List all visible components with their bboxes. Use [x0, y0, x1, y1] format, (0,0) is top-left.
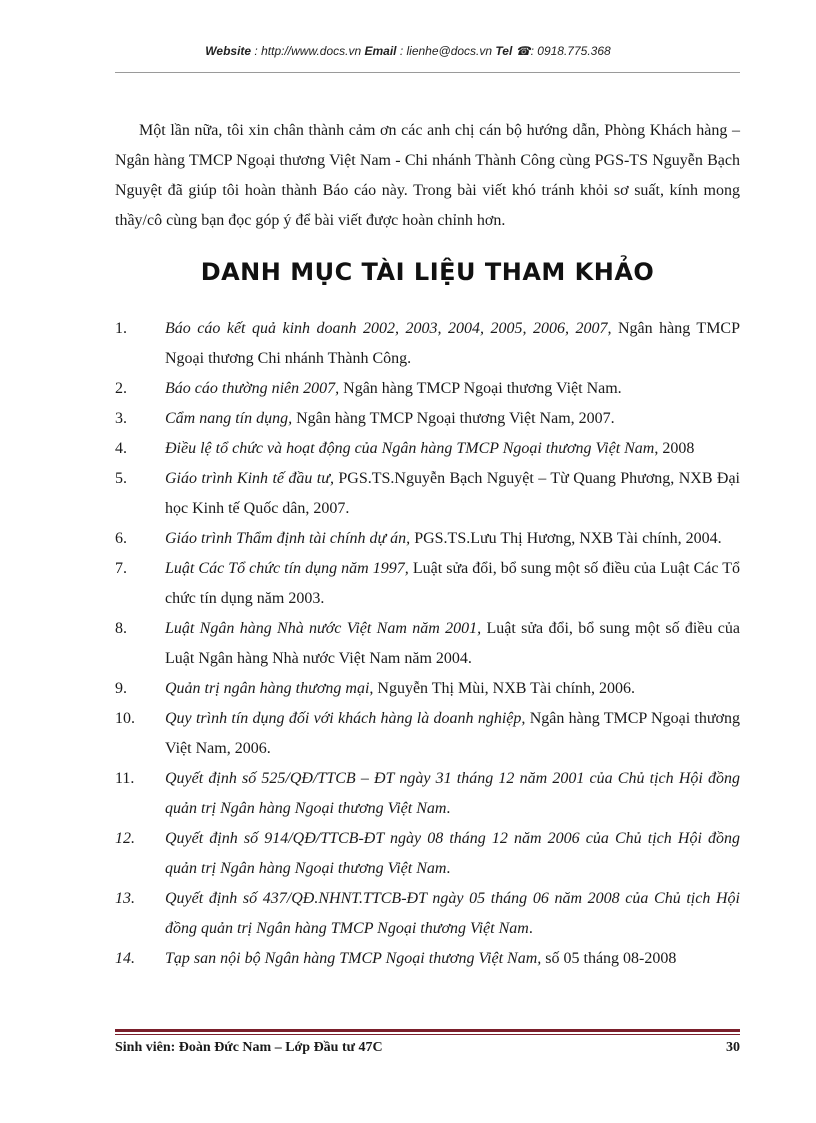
reference-list	[115, 314, 740, 974]
reference-details: Ngân hàng TMCP Ngoại thương Việt Nam.	[339, 380, 622, 397]
website-value: : http://www.docs.vn	[251, 44, 365, 58]
reference-title: Quản trị ngân hàng thương mại,	[165, 680, 374, 697]
student-info: Sinh viên: Đoàn Đức Nam – Lớp Đầu tư 47C	[115, 1040, 383, 1055]
reference-details: .	[528, 920, 533, 937]
footer-divider-thin	[115, 1034, 740, 1035]
reference-details: Ngân hàng TMCP Ngoại thương Việt Nam, 2006.	[165, 710, 741, 757]
reference-item	[115, 674, 740, 704]
reference-details: Luật sửa đổi, bổ sung một số điều của Luật Các Tổ chức tín dụng năm 2003.	[165, 560, 741, 607]
reference-item	[115, 314, 740, 374]
tel-value: : 0918.775.368	[530, 44, 611, 58]
reference-number: 14.	[115, 950, 135, 967]
reference-item	[115, 824, 740, 884]
footer-divider-thick	[115, 1029, 740, 1032]
reference-number: 1.	[115, 320, 127, 337]
reference-number: 12.	[115, 830, 135, 847]
reference-item	[115, 404, 740, 434]
reference-number: 7.	[115, 560, 127, 577]
header-divider	[115, 72, 740, 73]
reference-title: Báo cáo thường niên 2007,	[165, 380, 340, 397]
reference-details: PGS.TS.Lưu Thị Hương, NXB Tài chính, 2004.	[410, 530, 722, 547]
reference-title: Luật Các Tổ chức tín dụng năm 1997,	[165, 560, 409, 577]
reference-item	[115, 704, 740, 764]
reference-item	[115, 464, 740, 524]
reference-item	[115, 944, 740, 974]
reference-number: 9.	[115, 680, 127, 697]
phone-icon: ☎	[515, 44, 531, 58]
reference-details: Ngân hàng TMCP Ngoại thương Việt Nam, 2007.	[292, 410, 615, 427]
reference-details: Nguyễn Thị Mùi, NXB Tài chính, 2006.	[373, 680, 636, 697]
reference-title: Báo cáo kết quả kinh doanh 2002, 2003, 2004, 2005, 2006, 2007,	[165, 320, 612, 337]
reference-item	[115, 614, 740, 674]
reference-number: 8.	[115, 620, 127, 637]
email-value: : lienhe@docs.vn	[396, 44, 496, 58]
reference-title: Điều lệ tổ chức và hoạt động của Ngân hàng TMCP Ngoại thương Việt Nam	[165, 440, 655, 457]
reference-number: 13.	[115, 890, 135, 907]
reference-number: 3.	[115, 410, 127, 427]
reference-item	[115, 884, 740, 944]
tel-label: Tel	[495, 44, 513, 58]
reference-details: Ngân hàng TMCP Ngoại thương Chi nhánh Thành Công.	[165, 320, 740, 367]
reference-number: 2.	[115, 380, 127, 397]
page-header	[0, 44, 816, 58]
reference-title: Quyết định số 437/QĐ.NHNT.TTCB-ĐT ngày 05 tháng 06 năm 2008 của Chủ tịch Hội đồng quản trị Ngân hàng TMCP Ngoại thương Việt Nam	[165, 890, 740, 937]
reference-details: , 2008	[654, 440, 695, 457]
acknowledgement-paragraph: Một lần nữa, tôi xin chân thành cảm ơn các anh chị cán bộ hướng dẫn, Phòng Khách hàng – Ngân hàng TMCP Ngoại thương Việt Nam - Chi nhánh Thành Công cùng PGS-TS Nguyễn Bạch Nguyệt đã giúp tôi hoàn thành Báo cáo này. Trong bài viết khó tránh khỏi sơ suất, kính mong thầy/cô cùng bạn đọc góp ý để bài viết được hoàn chỉnh hơn.	[115, 122, 740, 229]
reference-title: Quyết định số 525/QĐ/TTCB – ĐT ngày 31 tháng 12 năm 2001 của Chủ tịch Hội đồng quản trị Ngân hàng Ngoại thương Việt Nam	[165, 770, 740, 817]
reference-item	[115, 524, 740, 554]
reference-title: Giáo trình Kinh tế đầu tư,	[165, 470, 334, 487]
reference-item	[115, 764, 740, 824]
website-label: Website	[205, 44, 252, 58]
reference-number: 5.	[115, 470, 127, 487]
reference-number: 6.	[115, 530, 127, 547]
reference-item	[115, 434, 740, 464]
reference-title: Tạp san nội bộ Ngân hàng TMCP Ngoại thương Việt Nam,	[165, 950, 542, 967]
reference-title: Giáo trình Thẩm định tài chính dự án,	[165, 530, 411, 547]
reference-details: .	[446, 860, 451, 877]
reference-title: Cẩm nang tín dụng,	[165, 410, 293, 427]
reference-title: Quyết định số 914/QĐ/TTCB-ĐT ngày 08 tháng 12 năm 2006 của Chủ tịch Hội đồng quản trị Ngân hàng Ngoại thương Việt Nam	[165, 830, 740, 877]
reference-title: Luật Ngân hàng Nhà nước Việt Nam năm 2001,	[165, 620, 482, 637]
reference-details: .	[446, 800, 451, 817]
references-heading: DANH MỤC TÀI LIỆU THAM KHẢO	[200, 258, 655, 286]
reference-number: 11.	[115, 770, 135, 787]
reference-number: 4.	[115, 440, 127, 457]
reference-title: Quy trình tín dụng đối với khách hàng là doanh nghiệp,	[165, 710, 526, 727]
page-footer	[115, 1040, 740, 1056]
reference-details: Luật sửa đổi, bổ sung một số điều của Luật Ngân hàng Nhà nước Việt Nam năm 2004.	[165, 620, 740, 667]
reference-number: 10.	[115, 710, 135, 727]
reference-details: số 05 tháng 08-2008	[541, 950, 677, 967]
email-label: Email	[364, 44, 397, 58]
reference-details: PGS.TS.Nguyễn Bạch Nguyệt – Từ Quang Phương, NXB Đại học Kinh tế Quốc dân, 2007.	[165, 470, 741, 517]
reference-item	[115, 374, 740, 404]
page-number: 30	[726, 1040, 740, 1055]
reference-item	[115, 554, 740, 614]
